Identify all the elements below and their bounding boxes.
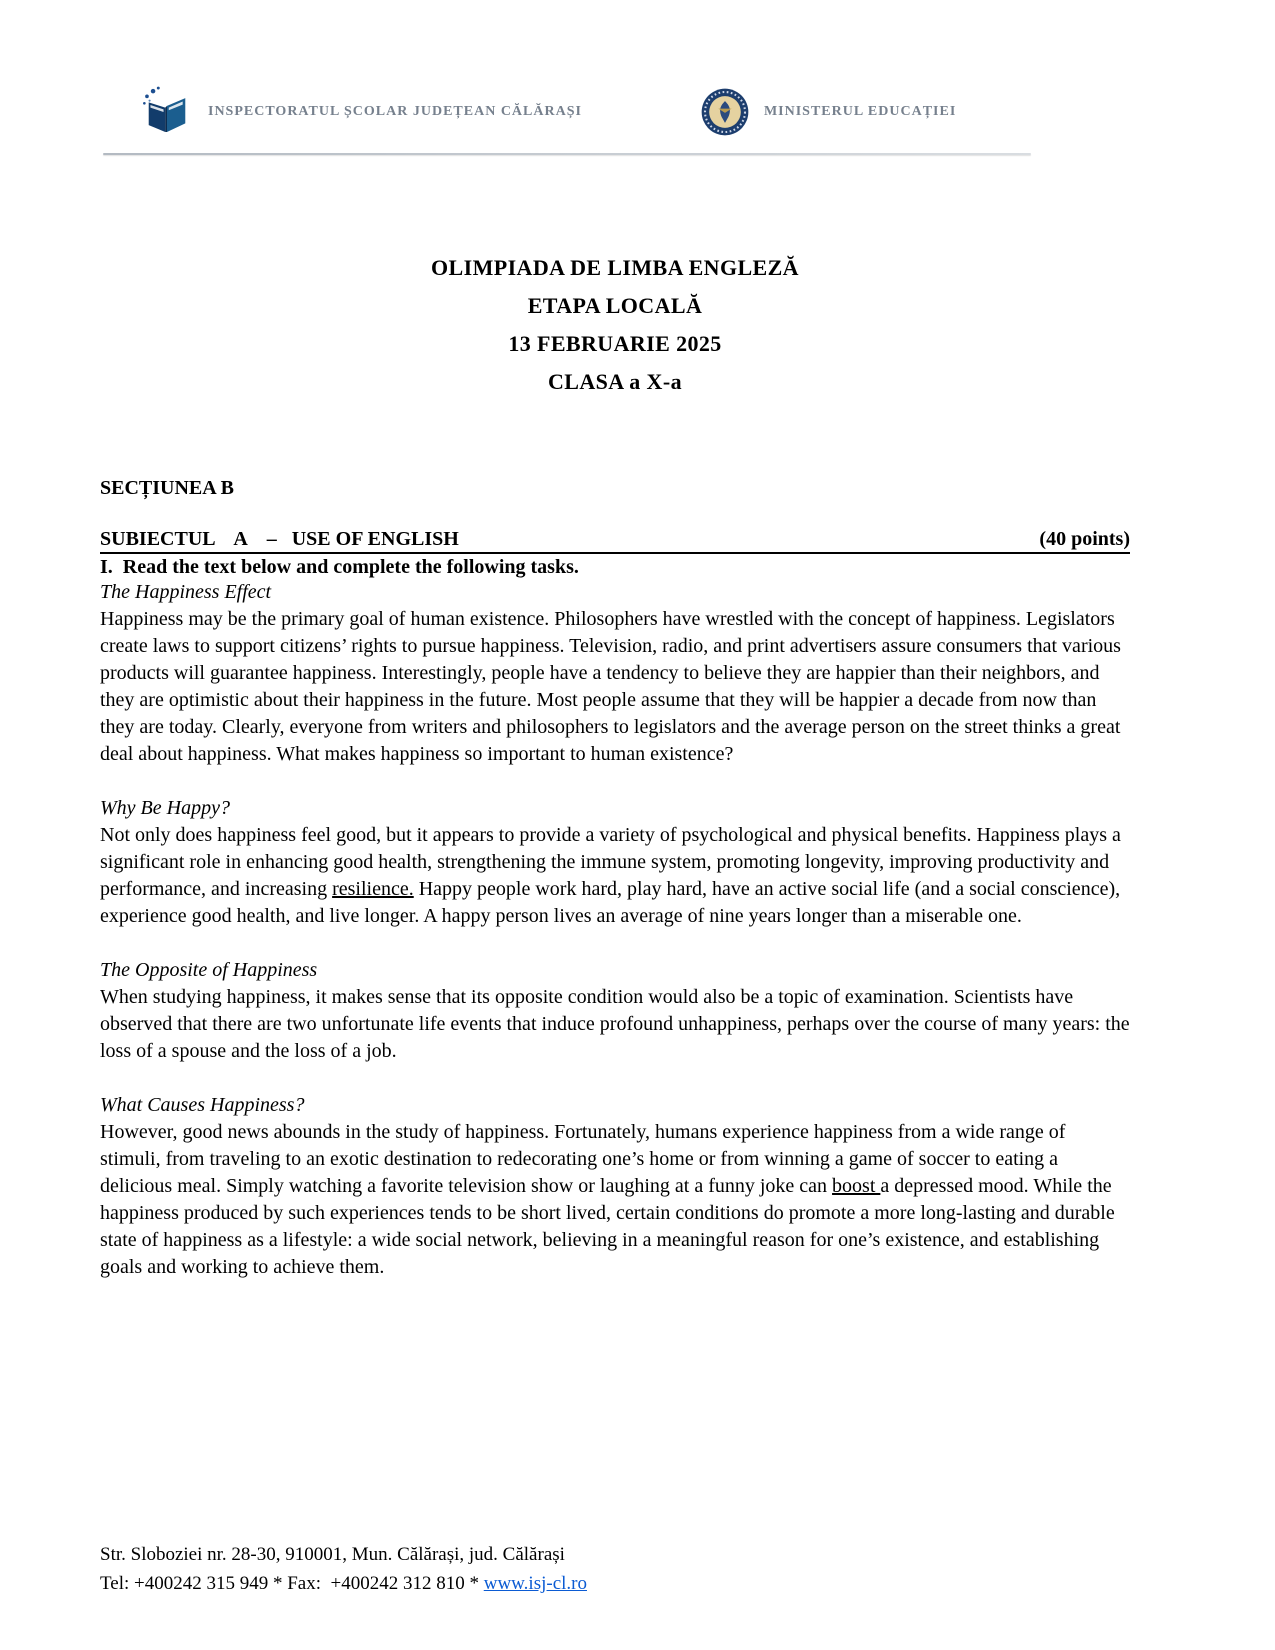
passage-what-causes-happiness — [100, 1092, 1130, 1281]
footer-telfax: Tel: +400242 315 949 * Fax: +400242 312 810 * — [100, 1573, 484, 1594]
subject-heading — [100, 528, 1130, 554]
document-body — [0, 249, 1275, 1281]
underlined-word: boost — [832, 1175, 881, 1197]
inspectorate-name: INSPECTORATUL ȘCOLAR JUDEȚEAN CĂLĂRAȘI — [208, 104, 582, 119]
section-heading: SECȚIUNEA B — [100, 477, 234, 499]
subject-label: SUBIECTUL A – USE OF ENGLISH — [100, 528, 459, 550]
website-link[interactable]: www.isj-cl.ro — [483, 1573, 587, 1594]
passage-text: a depressed mood. While the happiness produced by such experiences tends to be short lived, certain conditions do promote a more long-lasting and durable state of happiness as a lifestyle: a wide social network, believing in a meaningful reason for one’s existence, and establishing goals and working to achieve them. — [100, 1175, 1115, 1278]
footer-address: Str. Sloboziei nr. 28-30, 910001, Mun. Călărași, jud. Călărași — [100, 1544, 565, 1565]
passage-text: However, good news abounds in the study of happiness. Fortunately, humans experience happiness from a wide range of stimuli, from traveling to an exotic destination to redecorating one’s home or from winning a game of soccer to eating a delicious meal. Simply watching a favorite television show or laughing at a funny joke can — [100, 1121, 1066, 1197]
passage-body — [100, 822, 1130, 930]
org-inspectorate — [140, 85, 582, 139]
stage-line: ETAPA LOCALĂ — [527, 293, 703, 318]
passage-text: When studying happiness, it makes sense that its opposite condition would also be a topic of examination. Scientists have observed that there are two unfortunate life events that induce profound unhappiness, perhaps over the course of many years: the loss of a spouse and the loss of a job. — [100, 986, 1130, 1062]
passage-opposite-of-happiness — [100, 957, 1130, 1065]
org-ministry — [700, 87, 956, 137]
underlined-word: resilience. — [332, 878, 414, 900]
passage-text: Happy people work hard, play hard, have an active social life (and a social conscience), experience good health, and live longer. A happy person lives an average of nine years longer than a miserable one. — [100, 878, 1121, 927]
passage-heading: What Causes Happiness? — [100, 1094, 305, 1116]
open-book-logo-icon — [140, 85, 194, 139]
subject-points: (40 points) — [1039, 528, 1130, 550]
page-header — [0, 0, 1275, 153]
passage-why-be-happy — [100, 795, 1130, 930]
passage-text: Happiness may be the primary goal of human existence. Philosophers have wrestled with the concept of happiness. Legislators create laws to support citizens’ rights to pursue happiness. Television, radio, and print advertisers assure consumers that various products will guarantee happiness. Interestingly, people have a tendency to believe they are happier than their neighbors, and they are optimistic about their happiness in the future. Most people assume that they will be happier a decade from now than they are today. Clearly, everyone from writers and philosophers to legislators and the average person on the street thinks a great deal about happiness. What makes happiness so important to human existence? — [100, 608, 1121, 765]
task-instruction: I. Read the text below and complete the following tasks. — [100, 556, 579, 578]
passage-text: Not only does happiness feel good, but it appears to provide a variety of psychological and physical benefits. Happiness plays a significant role in enhancing good health, strengthening the immune system, promoting longevity, improving productivity and performance, and increasing — [100, 824, 1121, 900]
date-line: 13 FEBRUARIE 2025 — [508, 331, 722, 356]
footer-contact — [100, 1569, 587, 1598]
page-footer — [100, 1540, 587, 1598]
class-line: CLASA a X-a — [548, 369, 682, 394]
document-title — [100, 249, 1130, 401]
ministry-name: MINISTERUL EDUCAȚIEI — [763, 104, 957, 119]
passage-heading: The Opposite of Happiness — [100, 959, 318, 981]
passage-heading: The Happiness Effect — [100, 581, 272, 603]
passage-body — [100, 984, 1130, 1065]
header-divider — [103, 153, 1031, 155]
passage-body — [100, 606, 1130, 768]
passage-happiness-effect — [100, 579, 1130, 768]
passage-heading: Why Be Happy? — [100, 797, 230, 819]
passage-body — [100, 1119, 1130, 1281]
olympiad-title-line: OLIMPIADA DE LIMBA ENGLEZĂ — [431, 255, 799, 280]
ministry-seal-icon — [700, 87, 750, 137]
